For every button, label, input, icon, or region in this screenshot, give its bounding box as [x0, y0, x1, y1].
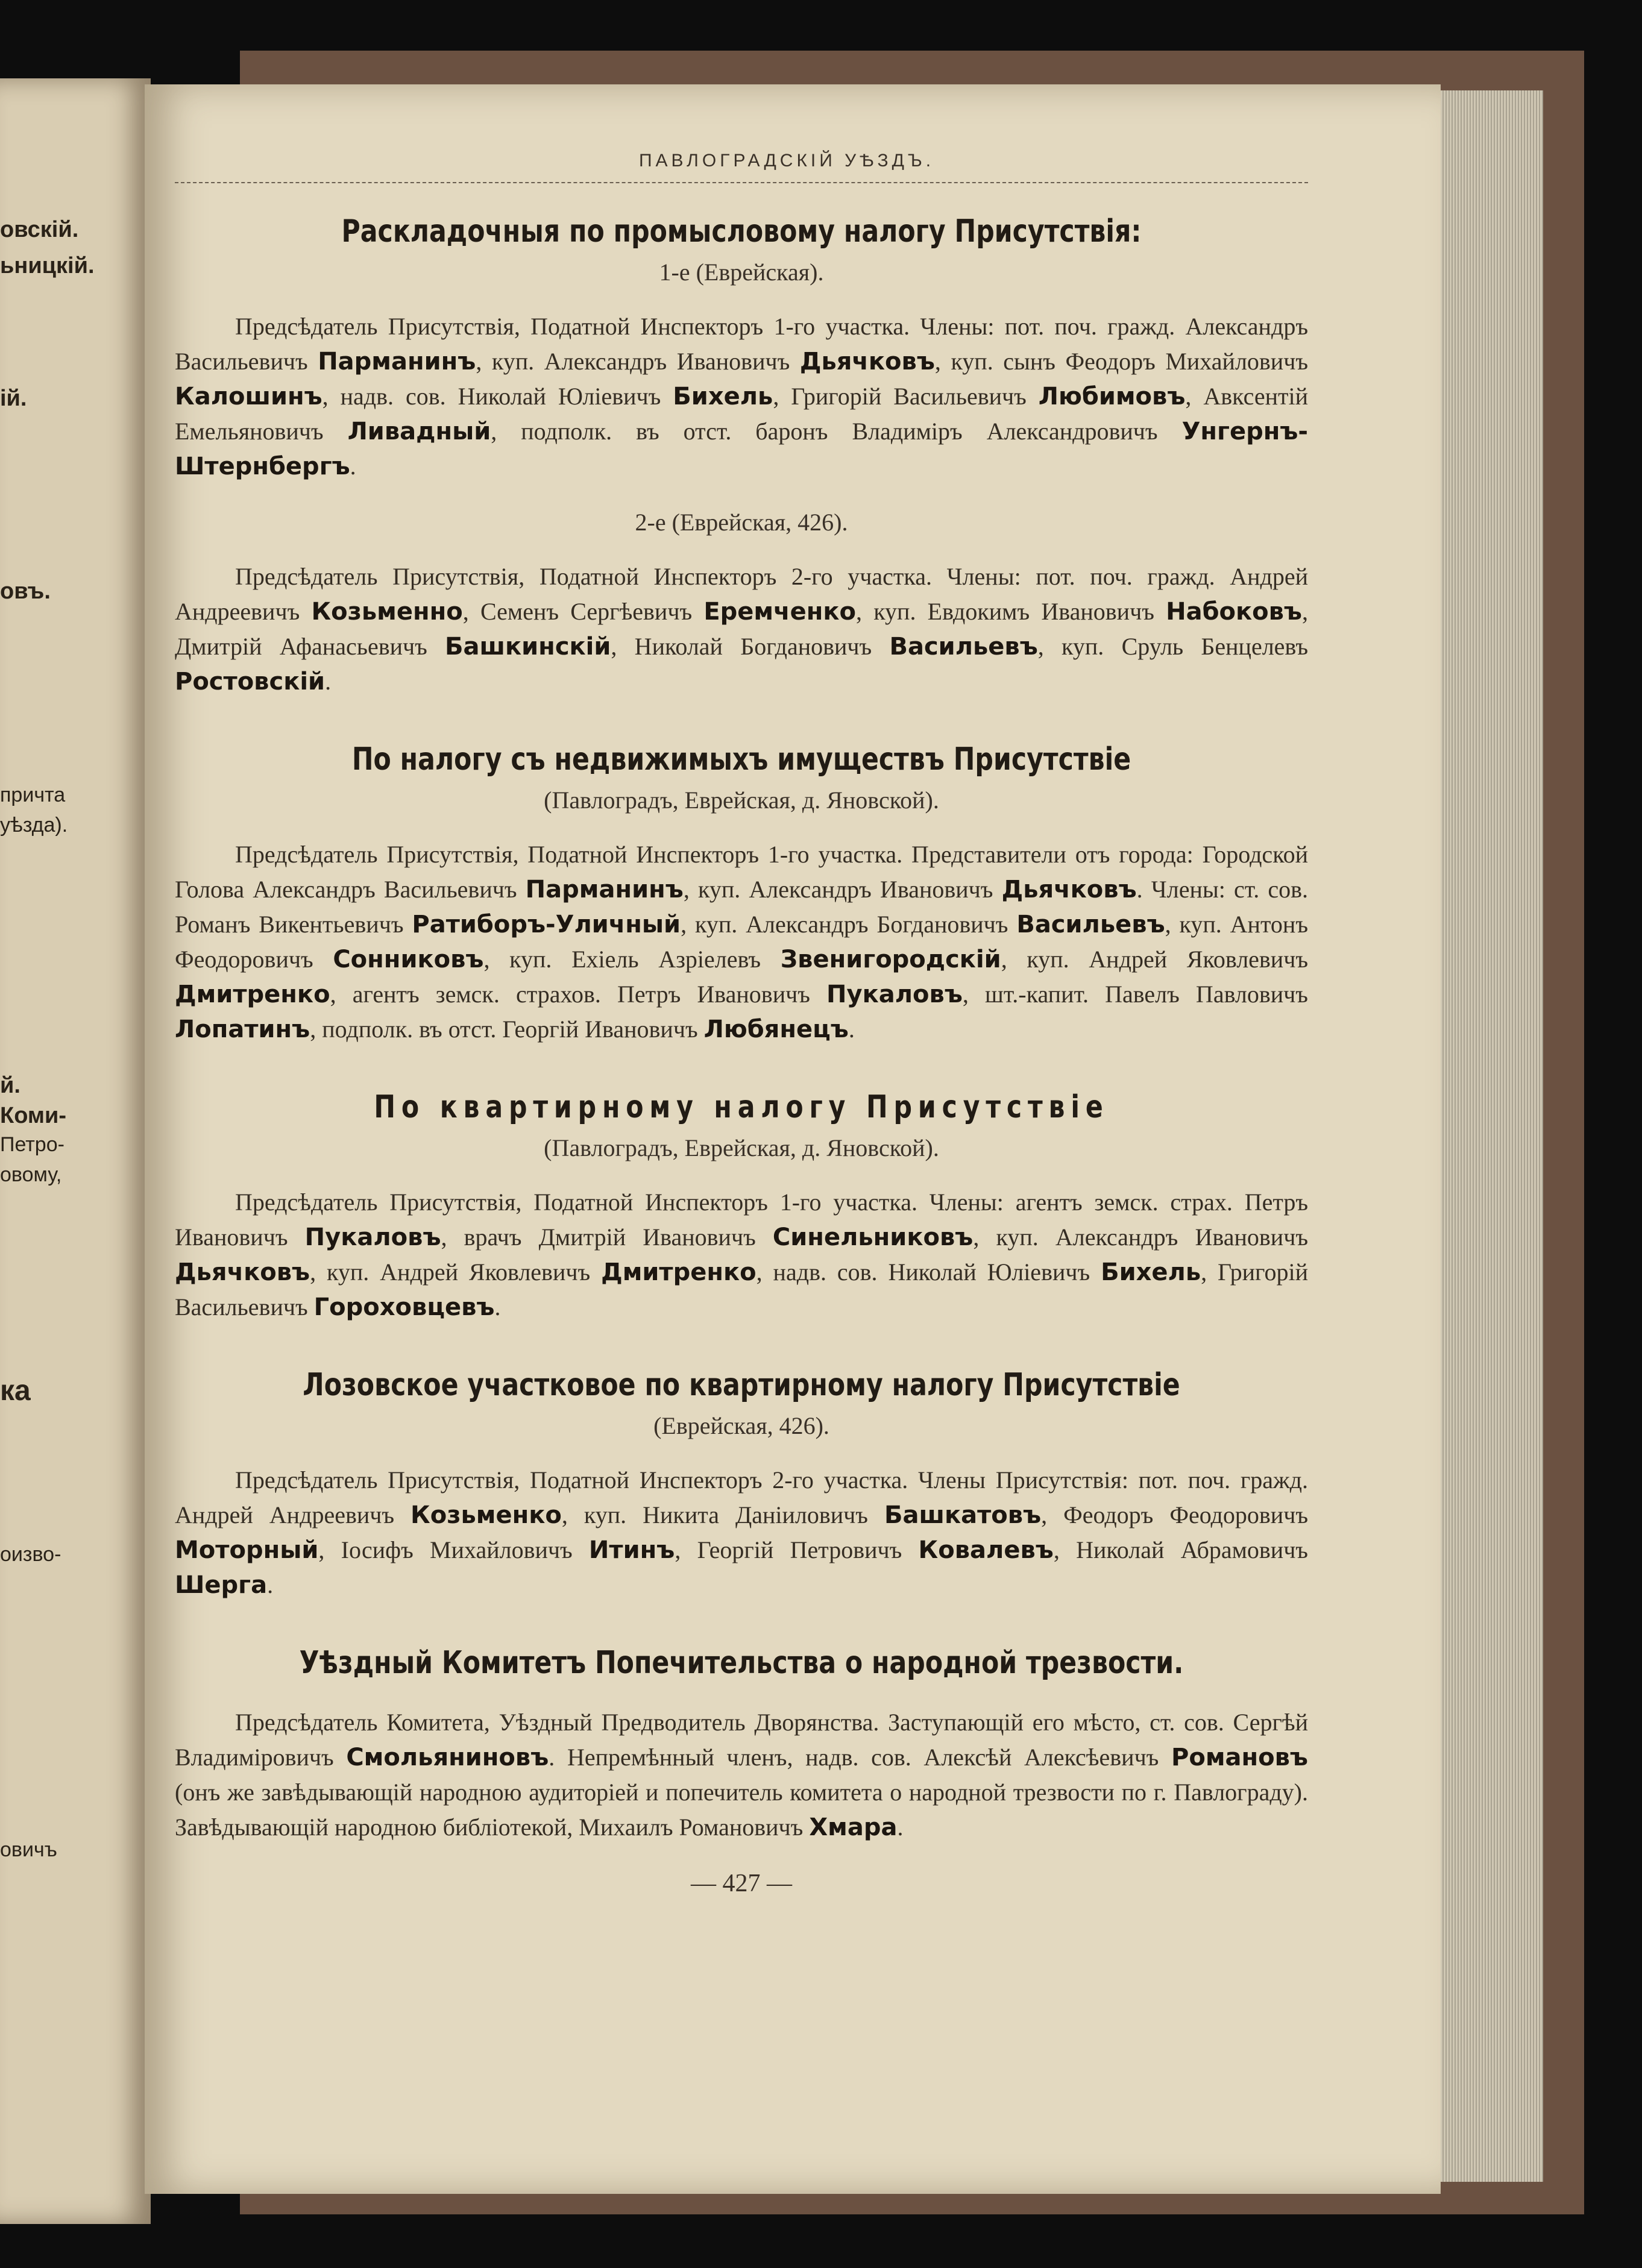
text-run: , куп. Александръ Ивановичъ	[683, 876, 1002, 903]
entry-paragraph	[175, 559, 1308, 699]
page-number: — 427 —	[691, 1870, 792, 1897]
text-run: , Феодоръ Феодоровичъ	[1041, 1501, 1308, 1528]
section-title: По налогу съ недвижимыхъ имуществъ Присутствіе	[351, 741, 1131, 777]
section-title: Уѣздный Комитетъ Попечительства о народной трезвости.	[299, 1645, 1184, 1681]
member-surname: Романовъ	[1171, 1744, 1308, 1771]
text-run: Предсѣдатель Присутствія, Податной Инспекторъ 2-го участка. Члены: пот. поч. гражд. Андрей Андреевичъ	[175, 563, 1308, 625]
header-rule	[175, 182, 1308, 183]
entry-paragraph	[175, 1463, 1308, 1603]
text-run: , Николай Абрамовичъ	[1053, 1536, 1308, 1563]
text-run: , подполк. въ отст. Георгій Ивановичъ	[310, 1016, 704, 1043]
member-surname: Ливадный	[347, 418, 491, 445]
left-page-fragment: овъ.	[0, 579, 51, 604]
member-surname: Хмара	[809, 1814, 898, 1841]
text-run: , надв. сов. Николай Юліевичъ	[756, 1258, 1101, 1286]
member-surname: Унгернъ-Штернбергъ	[175, 418, 1308, 480]
text-run: , шт.-капит. Павелъ Павловичъ	[962, 981, 1308, 1008]
section-title: По квартирному налогу Присутствіе	[374, 1089, 1109, 1125]
section-title: Лозовское участковое по квартирному налогу Присутствіе	[303, 1367, 1180, 1403]
member-surname: Козьменко	[410, 1501, 562, 1529]
text-run: , Дмитрій Афанасьевичъ	[175, 598, 1308, 660]
text-run: .	[267, 1571, 274, 1598]
text-run: Предсѣдатель Присутствія, Податной Инспекторъ 1-го участка. Члены: агентъ земск. страх. Петръ Ивановичъ	[175, 1189, 1308, 1251]
text-run: Предсѣдатель Присутствія, Податной Инспекторъ 1-го участка. Члены: пот. поч. гражд. Александръ Васильевичъ	[175, 313, 1308, 375]
text-run: .	[848, 1016, 855, 1043]
left-page-fragment: ій.	[0, 386, 27, 411]
member-surname: Парманинъ	[525, 876, 684, 903]
text-run: .	[897, 1814, 904, 1841]
text-run: , куп. Андрей Яковлевичъ	[310, 1258, 602, 1286]
member-surname: Любимовъ	[1038, 383, 1186, 410]
member-surname: Итинъ	[588, 1536, 675, 1564]
member-surname: Бихель	[673, 383, 773, 410]
left-page-fragment: ьницкій.	[0, 253, 95, 278]
text-run: , Іосифъ Михайловичъ	[318, 1536, 589, 1563]
left-page-fragment: причта	[0, 784, 66, 806]
text-run: , куп. Сруль Бенцелевъ	[1037, 633, 1308, 660]
section-subtitle: 2-е (Еврейская, 426).	[635, 509, 848, 536]
member-surname: Моторный	[175, 1536, 319, 1564]
member-surname: Васильевъ	[1016, 911, 1165, 938]
section-title: Раскладочныя по промысловому налогу Присутствія:	[341, 213, 1142, 250]
text-run: . Члены: ст. сов. Романъ Викентьевичъ	[175, 876, 1309, 938]
member-surname: Ратиборъ-Уличный	[412, 911, 681, 938]
text-run: , врачъ Дмитрій Ивановичъ	[441, 1224, 773, 1251]
left-page-fragment: ка	[0, 1375, 31, 1407]
text-run: .	[350, 453, 356, 480]
section-subtitle: (Павлоградъ, Еврейская, д. Яновской).	[544, 787, 939, 814]
entry-paragraph	[175, 1185, 1308, 1325]
member-surname: Дьячковъ	[799, 348, 935, 375]
member-surname: Пукаловъ	[826, 981, 963, 1008]
member-surname: Еремченко	[703, 598, 856, 626]
member-surname: Ковалевъ	[918, 1536, 1054, 1564]
text-run: , надв. сов. Николай Юліевичъ	[322, 383, 673, 410]
member-surname: Звенигородскій	[780, 946, 1001, 973]
entry-paragraph	[175, 1705, 1308, 1845]
text-run: , куп. Александръ Ивановичъ	[476, 348, 800, 375]
member-surname: Бихель	[1101, 1258, 1201, 1286]
member-surname: Сонниковъ	[333, 946, 484, 973]
text-run: , куп. Андрей Яковлевичъ	[1001, 946, 1309, 973]
text-run: , Семенъ Сергѣевичъ	[462, 598, 704, 625]
left-page-fragment: овичъ	[0, 1838, 57, 1861]
text-run: , Григорій Васильевичъ	[175, 1258, 1308, 1321]
text-run: . Непремѣнный членъ, надв. сов. Алексѣй Алексѣевичъ	[549, 1744, 1172, 1771]
member-surname: Козьменно	[311, 598, 463, 626]
text-run: , Георгій Петровичъ	[675, 1536, 919, 1563]
entry-paragraph	[175, 837, 1308, 1047]
section-subtitle: 1-е (Еврейская).	[659, 259, 824, 286]
member-surname: Гороховцевъ	[313, 1293, 495, 1321]
text-run: , куп. Антонъ Феодоровичъ	[175, 911, 1309, 973]
running-head: ПАВЛОГРАДСКІЙ УѢЗДЪ.	[638, 151, 935, 171]
member-surname: Дмитренко	[601, 1258, 757, 1286]
text-run: , подполк. въ отст. баронъ Владиміръ Александровичъ	[491, 418, 1182, 445]
entry-paragraph	[175, 309, 1308, 484]
member-surname: Лопатинъ	[175, 1016, 310, 1043]
left-page	[0, 78, 151, 2224]
text-run: , куп. Александръ Ивановичъ	[973, 1224, 1309, 1251]
text-run: , куп. Ехіель Азріелевъ	[483, 946, 781, 973]
member-surname: Дмитренко	[175, 981, 330, 1008]
member-surname: Ростовскій	[175, 668, 326, 696]
member-surname: Башкинскій	[445, 633, 611, 661]
member-surname: Синельниковъ	[772, 1224, 974, 1251]
text-run: , агентъ земск. страхов. Петръ Ивановичъ	[330, 981, 827, 1008]
page-content	[175, 151, 1308, 1898]
left-page-fragment: оизво-	[0, 1543, 61, 1566]
text-run: , Григорій Васильевичъ	[773, 383, 1039, 410]
text-run: , куп. сынъ Феодоръ Михайловичъ	[934, 348, 1308, 375]
text-run: .	[494, 1293, 501, 1321]
text-run: , Николай Богдановичъ	[611, 633, 890, 660]
text-run: Предсѣдатель Присутствія, Податной Инспекторъ 1-го участка. Представители отъ города: Городской Голова Александръ Васильевичъ	[175, 841, 1308, 903]
text-run: , Авксентій Емельяновичъ	[175, 383, 1308, 445]
text-run: .	[325, 668, 332, 695]
text-run: Предсѣдатель Комитета, Уѣздный Предводитель Дворянства. Заступающій его мѣсто, ст. сов. Сергѣй Владиміровичъ	[175, 1709, 1308, 1771]
member-surname: Парманинъ	[318, 348, 476, 375]
member-surname: Шерга	[175, 1571, 268, 1599]
member-surname: Дьячковъ	[175, 1258, 310, 1286]
left-page-fragment: овому,	[0, 1163, 62, 1186]
left-page-fragment: уѣзда).	[0, 814, 68, 837]
member-surname: Дьячковъ	[1001, 876, 1137, 903]
text-run: (онъ же завѣдывающій народною аудиторіей и попечитель комитета о народной трезвости по г. Павлограду). Завѣдывающій народною библіотекой, Михаилъ Романовичъ	[175, 1779, 1308, 1841]
text-run: , куп. Евдокимъ Ивановичъ	[855, 598, 1166, 625]
member-surname: Набоковъ	[1166, 598, 1302, 626]
member-surname: Смольяниновъ	[346, 1744, 549, 1771]
section-subtitle: (Еврейская, 426).	[653, 1412, 829, 1439]
member-surname: Васильевъ	[889, 633, 1038, 661]
member-surname: Башкатовъ	[884, 1501, 1042, 1529]
member-surname: Пукаловъ	[304, 1224, 441, 1251]
text-run: Предсѣдатель Присутствія, Податной Инспекторъ 2-го участка. Члены Присутствія: пот. поч. гражд. Андрей Андреевичъ	[175, 1466, 1308, 1528]
left-page-fragment: Петро-	[0, 1133, 64, 1156]
page-stack-edge	[1441, 90, 1543, 2182]
text-run: , куп. Александръ Богдановичъ	[681, 911, 1017, 938]
member-surname: Любянецъ	[703, 1016, 849, 1043]
section-subtitle: (Павлоградъ, Еврейская, д. Яновской).	[544, 1134, 939, 1161]
left-page-fragment: й.	[0, 1073, 20, 1098]
member-surname: Калошинъ	[175, 383, 322, 410]
text-run: , куп. Никита Даніиловичъ	[561, 1501, 884, 1528]
sections-container	[175, 213, 1308, 1845]
left-page-fragment: овскій.	[0, 217, 79, 242]
left-page-fragment: Коми-	[0, 1103, 67, 1128]
